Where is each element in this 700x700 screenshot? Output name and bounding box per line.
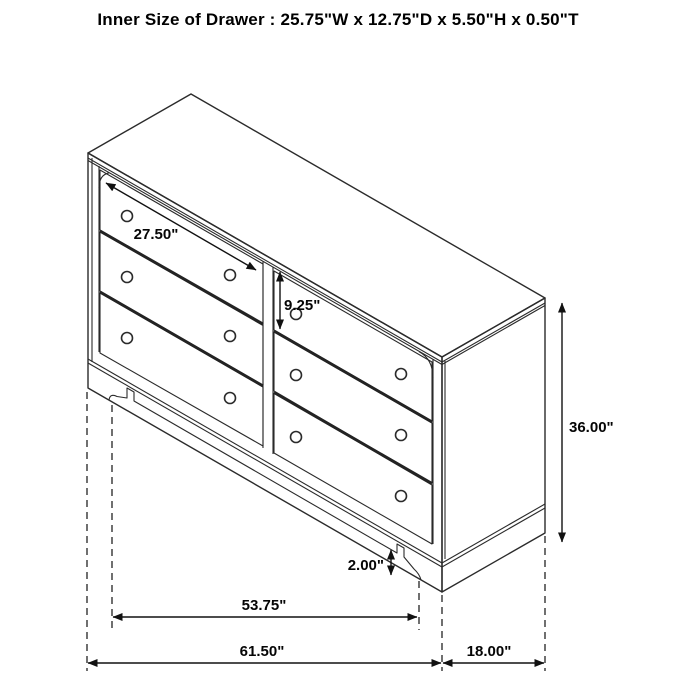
dim-overall-height-label: 36.00" (569, 419, 614, 436)
dim-drawer-width (106, 183, 256, 270)
side-face (442, 298, 545, 592)
face-frame-stiles (92, 158, 445, 559)
dim-feet-span (113, 597, 417, 617)
drawer-knob (122, 272, 133, 283)
drawer-knob (225, 331, 236, 342)
drawer-knob (225, 270, 236, 281)
dim-overall-depth (443, 643, 544, 663)
dresser-drawing (88, 94, 545, 592)
page-title: Inner Size of Drawer : 25.75"W x 12.75"D x 5.50"H x 0.50"T (97, 10, 579, 29)
front-face (88, 153, 442, 592)
dim-feet-span-label: 53.75" (241, 597, 287, 614)
drawer-knob (291, 370, 302, 381)
drawer-knob (225, 393, 236, 404)
drawer-front (100, 293, 263, 446)
dim-overall-depth-label: 18.00" (466, 643, 512, 660)
dim-drawer-height-label: 9.25" (284, 297, 321, 314)
drawer-knob (396, 430, 407, 441)
dim-drawer-width-label: 27.50" (133, 226, 179, 243)
plinth-arch-cutout (109, 388, 421, 580)
top-panel-edge-lines (88, 158, 545, 365)
extension-lines (87, 392, 545, 671)
drawer-knob (396, 369, 407, 380)
dim-overall-width-label: 61.50" (239, 643, 285, 660)
drawer-knob (291, 432, 302, 443)
dim-base-clearance (348, 550, 391, 575)
plinth-base (88, 359, 545, 580)
dim-overall-height (562, 303, 614, 542)
dim-overall-width (88, 643, 441, 663)
drawer-knob (396, 491, 407, 502)
drawer-knob (122, 211, 133, 222)
corner-bracket-arcs (99, 173, 433, 378)
drawer-knob (122, 333, 133, 344)
dim-base-clearance-label: 2.00" (347, 557, 384, 574)
